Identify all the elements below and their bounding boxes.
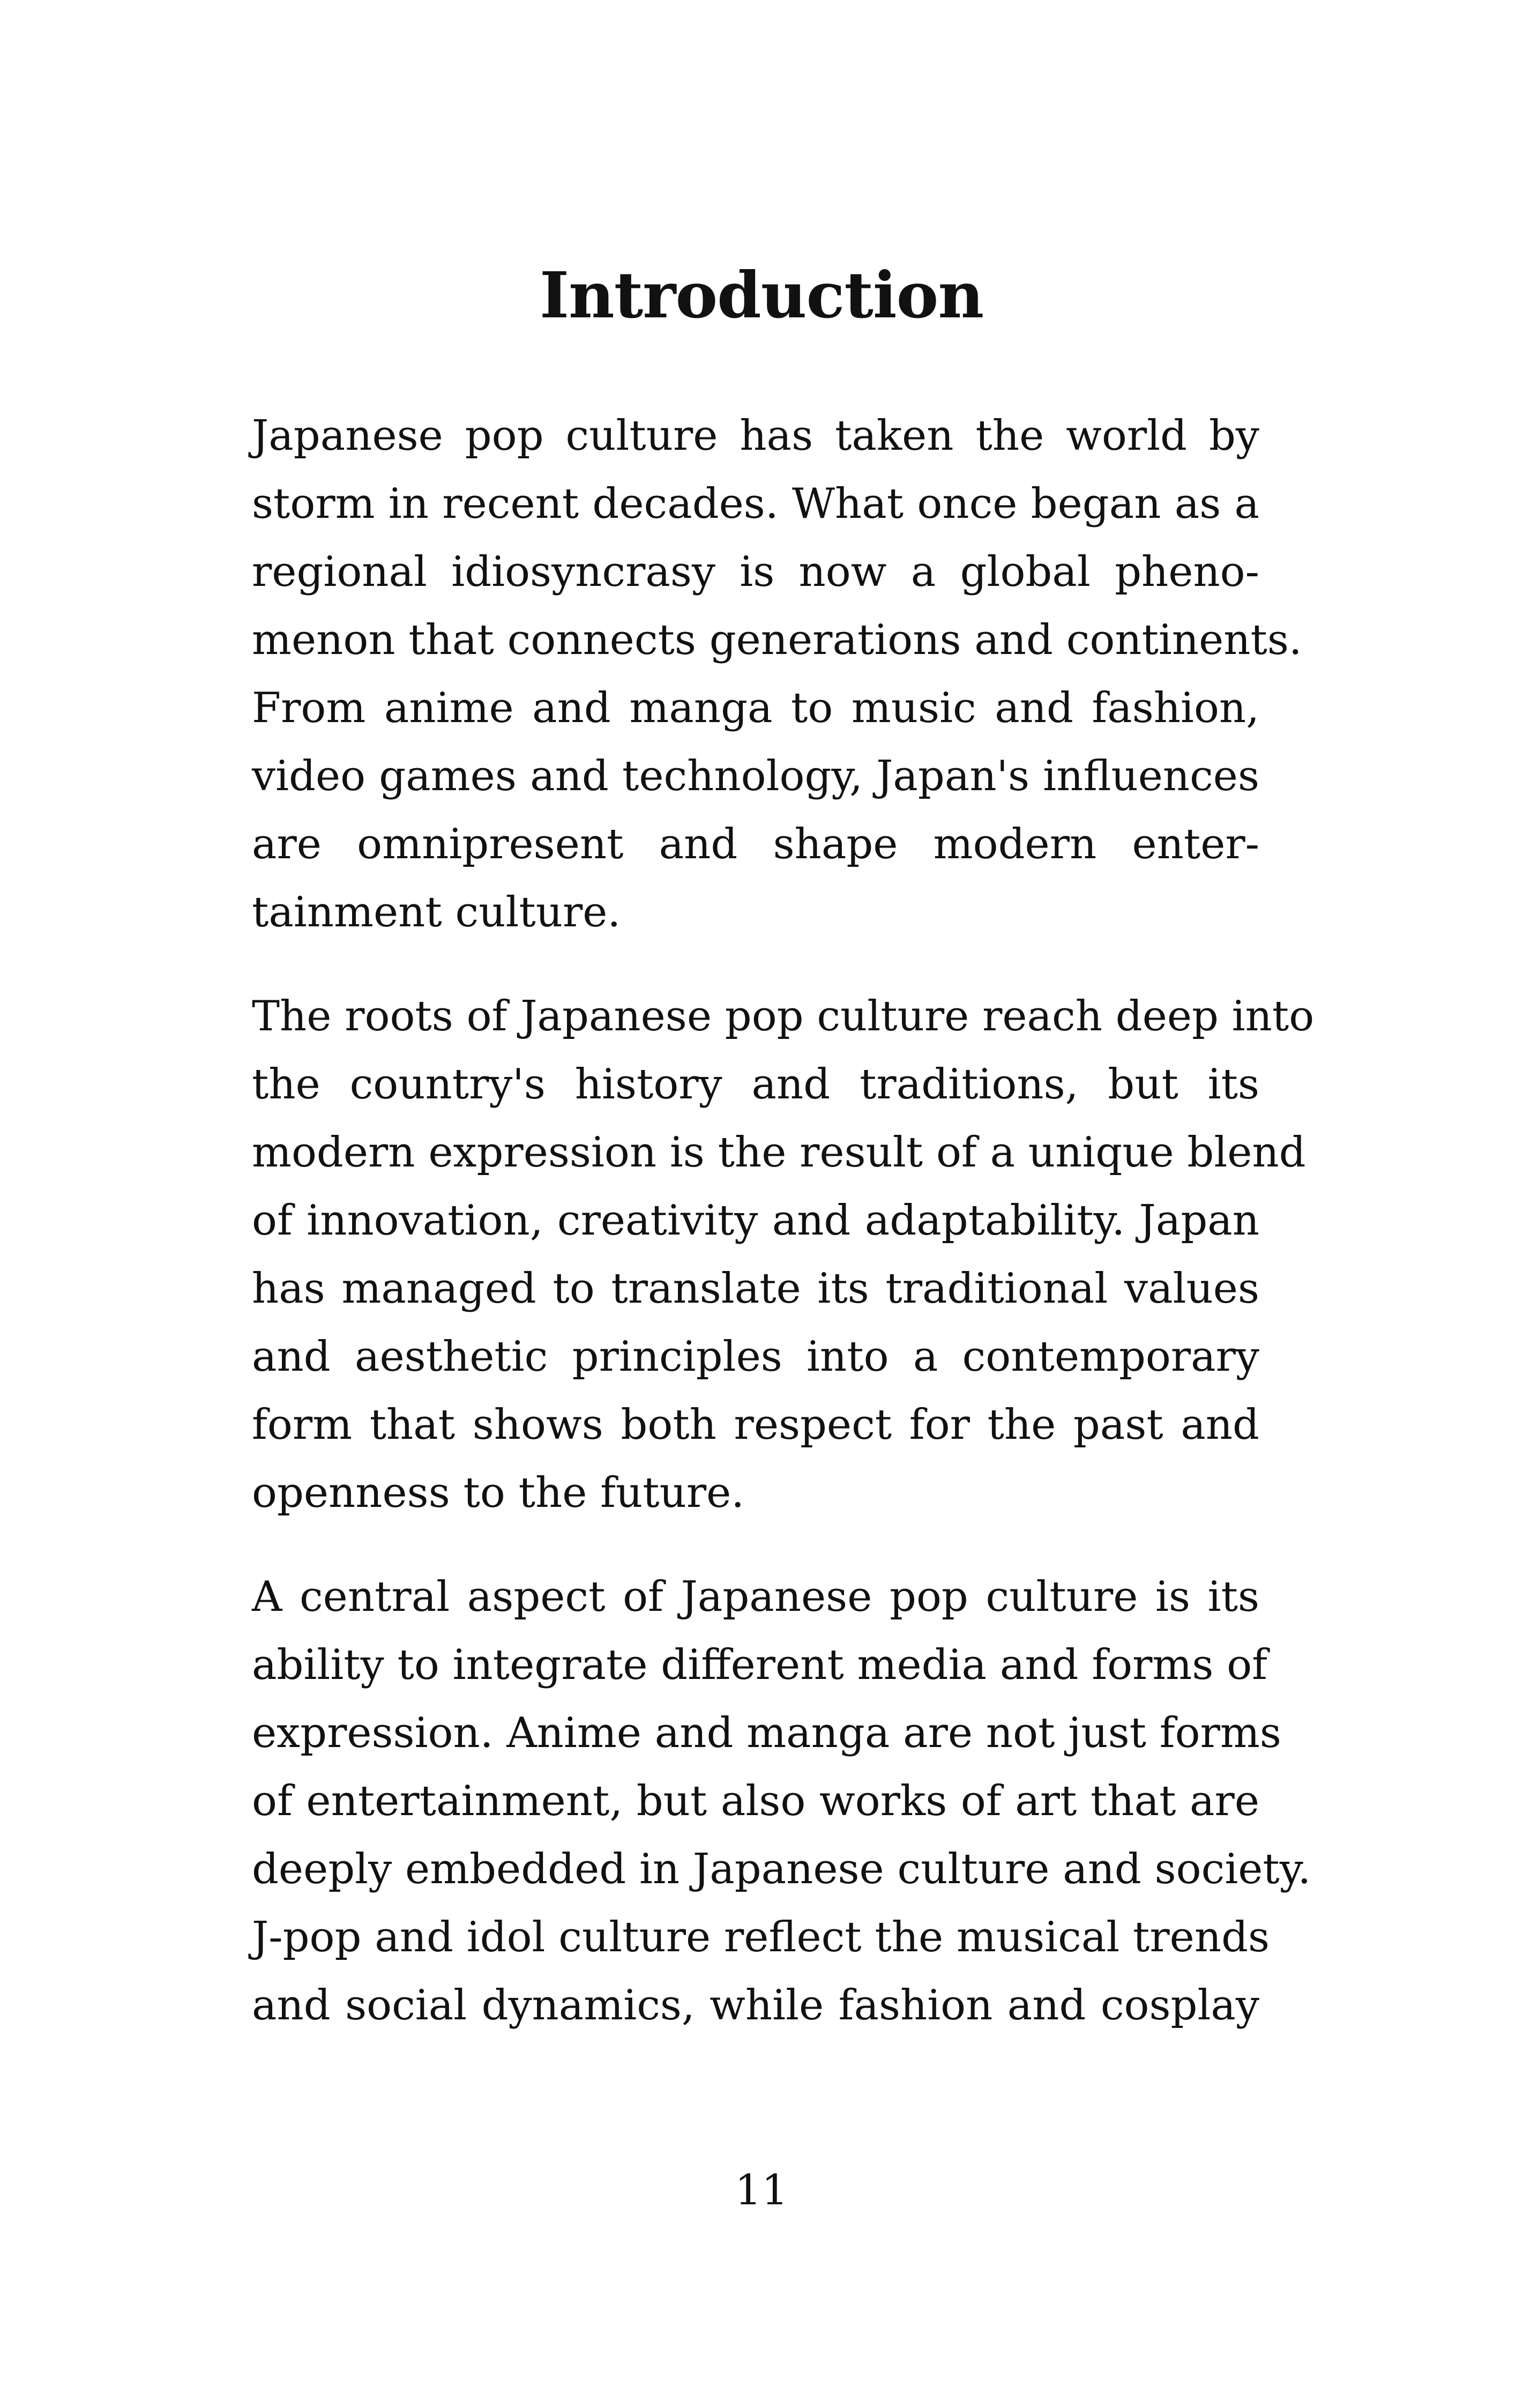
body-text	[252, 402, 1315, 2076]
text-line: tainment culture.	[252, 888, 621, 937]
text-line: form that shows both respect for the past and	[252, 1401, 1259, 1449]
text-line: A central aspect of Japanese pop culture is its	[252, 1573, 1259, 1621]
text-line: and social dynamics, while fashion and cosplay	[252, 1981, 1259, 2030]
text-line: of innovation, creativity and adaptability. Japan	[252, 1196, 1259, 1245]
text-line: regional idiosyncrasy is now a global pheno-	[252, 548, 1259, 596]
page-number: 11	[735, 2166, 788, 2214]
chapter-title: Introduction	[539, 258, 984, 332]
text-line: and aesthetic principles into a contemporary	[252, 1333, 1259, 1381]
text-line: has managed to translate its traditional values	[252, 1265, 1259, 1313]
text-line: modern expression is the result of a unique blend	[252, 1128, 1306, 1177]
text-line: openness to the future.	[252, 1469, 745, 1517]
text-line: menon that connects generations and continents.	[252, 616, 1302, 664]
text-line: From anime and manga to music and fashion,	[252, 684, 1259, 732]
text-line: of entertainment, but also works of art that are	[252, 1777, 1259, 1825]
paragraph-3	[252, 1563, 1311, 2040]
text-line: are omnipresent and shape modern enter-	[252, 820, 1259, 868]
text-line: J-pop and idol culture reflect the musical trends	[252, 1913, 1270, 1961]
text-line: the country's history and traditions, but its	[252, 1060, 1259, 1109]
paragraph-1	[252, 402, 1302, 947]
paragraph-2	[252, 983, 1315, 1527]
text-line: video games and technology, Japan's influences	[252, 752, 1259, 800]
text-line: expression. Anime and manga are not just forms	[252, 1709, 1281, 1757]
text-line: deeply embedded in Japanese culture and society.	[252, 1845, 1311, 1893]
text-line: The roots of Japanese pop culture reach deep into	[252, 992, 1315, 1041]
text-line: Japanese pop culture has taken the world by	[252, 412, 1259, 460]
text-line: ability to integrate different media and forms of	[252, 1641, 1268, 1689]
text-line: storm in recent decades. What once began as a	[252, 480, 1259, 528]
